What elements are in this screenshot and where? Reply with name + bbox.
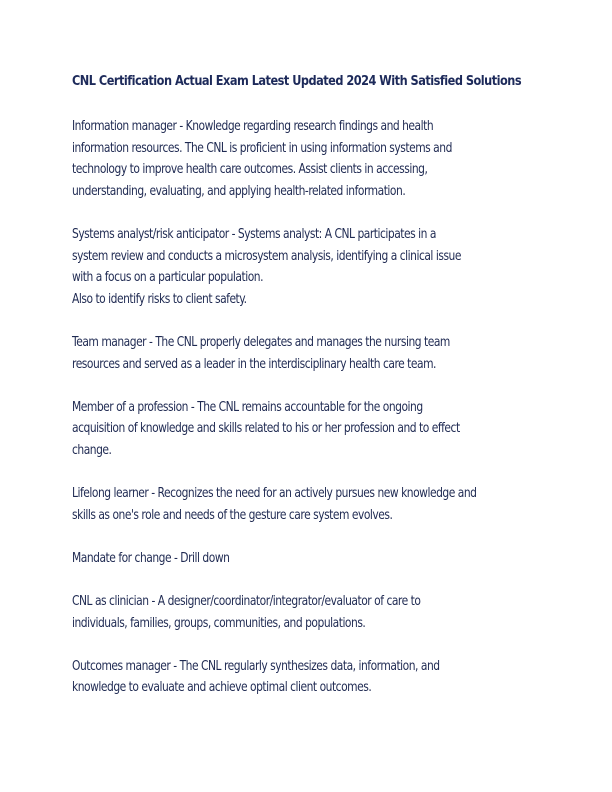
- document-body: [72, 116, 504, 721]
- paragraph-lifelong-learner: Lifelong learner - Recognizes the need for an actively pursues new knowledge and skills as one's role and needs of the gesture care system evolves.: [72, 486, 477, 523]
- paragraph-information-manager: Information manager - Knowledge regarding research findings and health information resources. The CNL is proficient in using information systems and technology to improve health care outcomes. Assist clients in accessing, understanding, evaluating, and applying health-related information.: [72, 119, 452, 199]
- paragraph-cnl-as-clinician: CNL as clinician - A designer/coordinator/integrator/evaluator of care to individuals, families, groups, communities, and populations.: [72, 594, 421, 631]
- paragraph-member-of-profession: Member of a profession - The CNL remains accountable for the ongoing acquisition of knowledge and skills related to his or her profession and to effect change.: [72, 399, 460, 458]
- document-title: CNL Certification Actual Exam Latest Updated 2024 With Satisfied Solutions: [72, 74, 522, 89]
- paragraph-mandate-for-change: Mandate for change - Drill down: [72, 550, 230, 566]
- paragraph-outcomes-manager: Outcomes manager - The CNL regularly synthesizes data, information, and knowledge to evaluate and achieve optimal client outcomes.: [72, 658, 440, 696]
- paragraph-systems-analyst: Systems analyst/risk anticipator - Systems analyst: A CNL participates in a system review and conducts a microsystem analysis, identifying a clinical issue with a focus on a particular population. Also to identify risks to client safety.: [72, 226, 461, 307]
- paragraph-team-manager: Team manager - The CNL properly delegates and manages the nursing team resources and served as a leader in the interdisciplinary health care team.: [72, 334, 450, 372]
